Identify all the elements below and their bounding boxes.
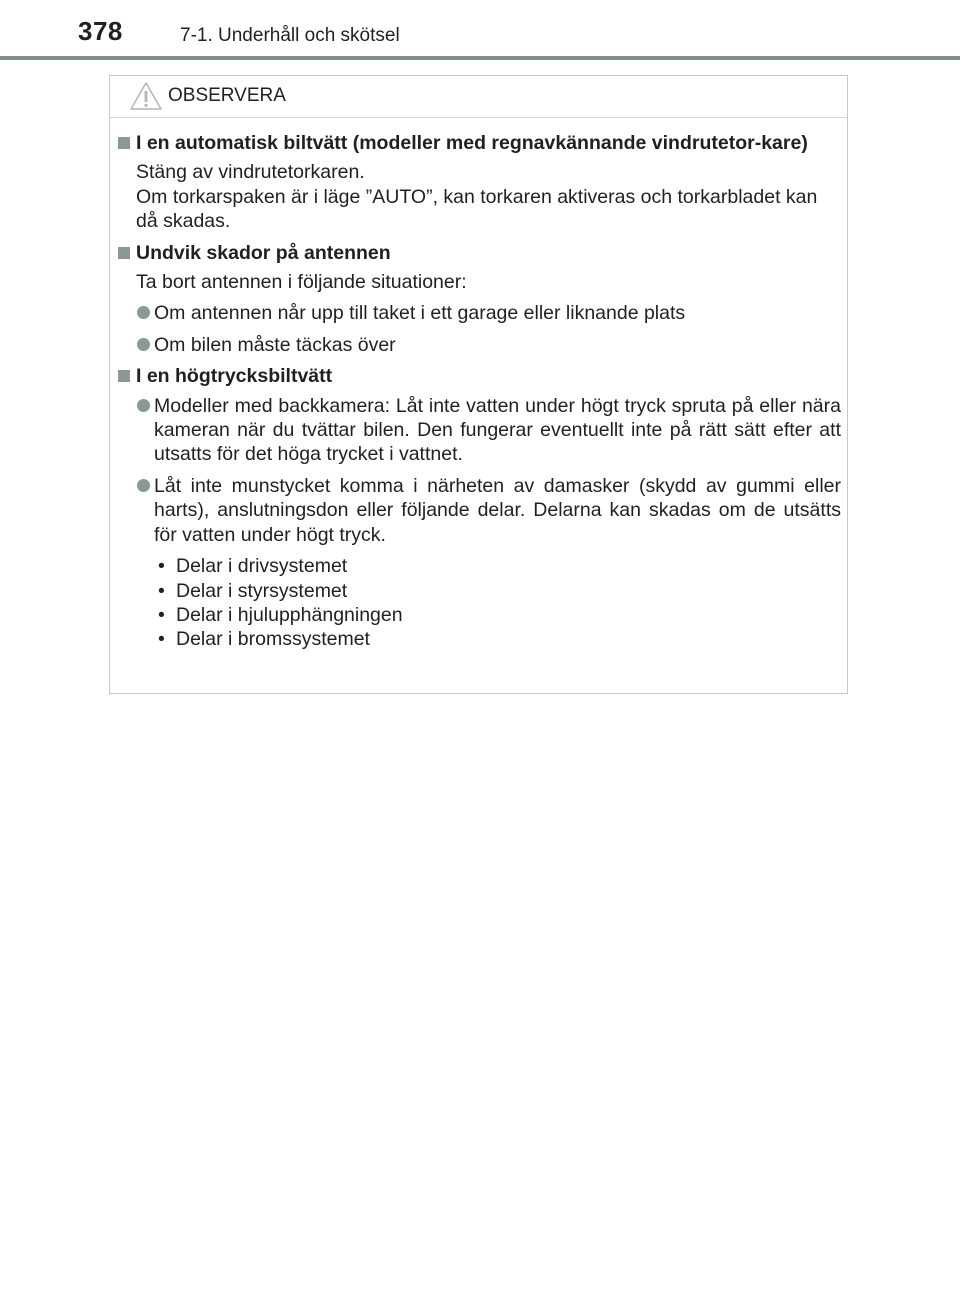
paragraph-line: Stäng av vindrutetorkaren. [136, 161, 365, 184]
list-item-text: Om antennen når upp till taket i ett garage eller liknande plats [154, 302, 686, 325]
item-heading-text: I en automatisk biltvätt (modeller med regnavkännande vindrutetor-kare) [136, 132, 808, 154]
section-title: 7-1. Underhåll och skötsel [180, 25, 400, 46]
sub-list-item: • Delar i hjulupphängningen [158, 603, 841, 627]
sub-list-item: • Delar i styrsystemet [158, 579, 841, 603]
item-heading-text: I en högtrycksbiltvätt [136, 365, 333, 388]
page-number: 378 [78, 16, 123, 46]
sub-list-item: • Delar i bromssystemet [158, 627, 841, 651]
list-item [118, 394, 841, 467]
notice-header [110, 76, 847, 118]
list-item [118, 333, 841, 357]
item-heading [118, 241, 841, 265]
round-bullet-icon [137, 399, 150, 412]
sub-list [118, 554, 841, 652]
square-bullet-icon [118, 137, 130, 149]
list-item-text: Om bilen måste täckas över [154, 333, 396, 356]
notice-content [118, 131, 841, 652]
item-high-pressure-wash [118, 364, 841, 651]
item-automatic-carwash [118, 131, 841, 234]
page-header [0, 0, 960, 62]
notice-box [109, 75, 848, 694]
paragraph: Ta bort antennen i följande situationer: [136, 271, 467, 294]
list-item-text: Låt inte munstycket komma i närheten av damasker (skydd av gummi eller harts), anslutningsdon eller följande delar. Delarna kan skadas om de utsätts för vatten under högt tryck. [154, 474, 841, 546]
paragraph-line: Om torkarspaken är i läge ”AUTO”, kan torkaren aktiveras och torkarbladet kan då skadas. [136, 185, 818, 233]
item-heading [118, 131, 841, 155]
paragraph [118, 160, 841, 233]
item-antenna [118, 241, 841, 358]
round-bullet-icon [137, 338, 150, 351]
warning-triangle-icon [129, 81, 163, 111]
round-bullet-icon [137, 306, 150, 319]
sub-list-item: • Delar i drivsystemet [158, 554, 841, 578]
list-item [118, 301, 841, 325]
item-heading-text: Undvik skador på antennen [136, 241, 391, 264]
list-item-text: Modeller med backkamera: Låt inte vatten under högt tryck spruta på eller nära kameran när du tvättar bilen. Den fungerar eventuellt inte på rätt sätt efter att utsatts för det höga trycket i vattnet. [154, 394, 841, 466]
header-rule [0, 56, 960, 60]
list-item [118, 474, 841, 547]
square-bullet-icon [118, 247, 130, 259]
notice-title: OBSERVERA [168, 85, 286, 106]
item-heading [118, 364, 841, 388]
round-bullet-icon [137, 479, 150, 492]
square-bullet-icon [118, 370, 130, 382]
